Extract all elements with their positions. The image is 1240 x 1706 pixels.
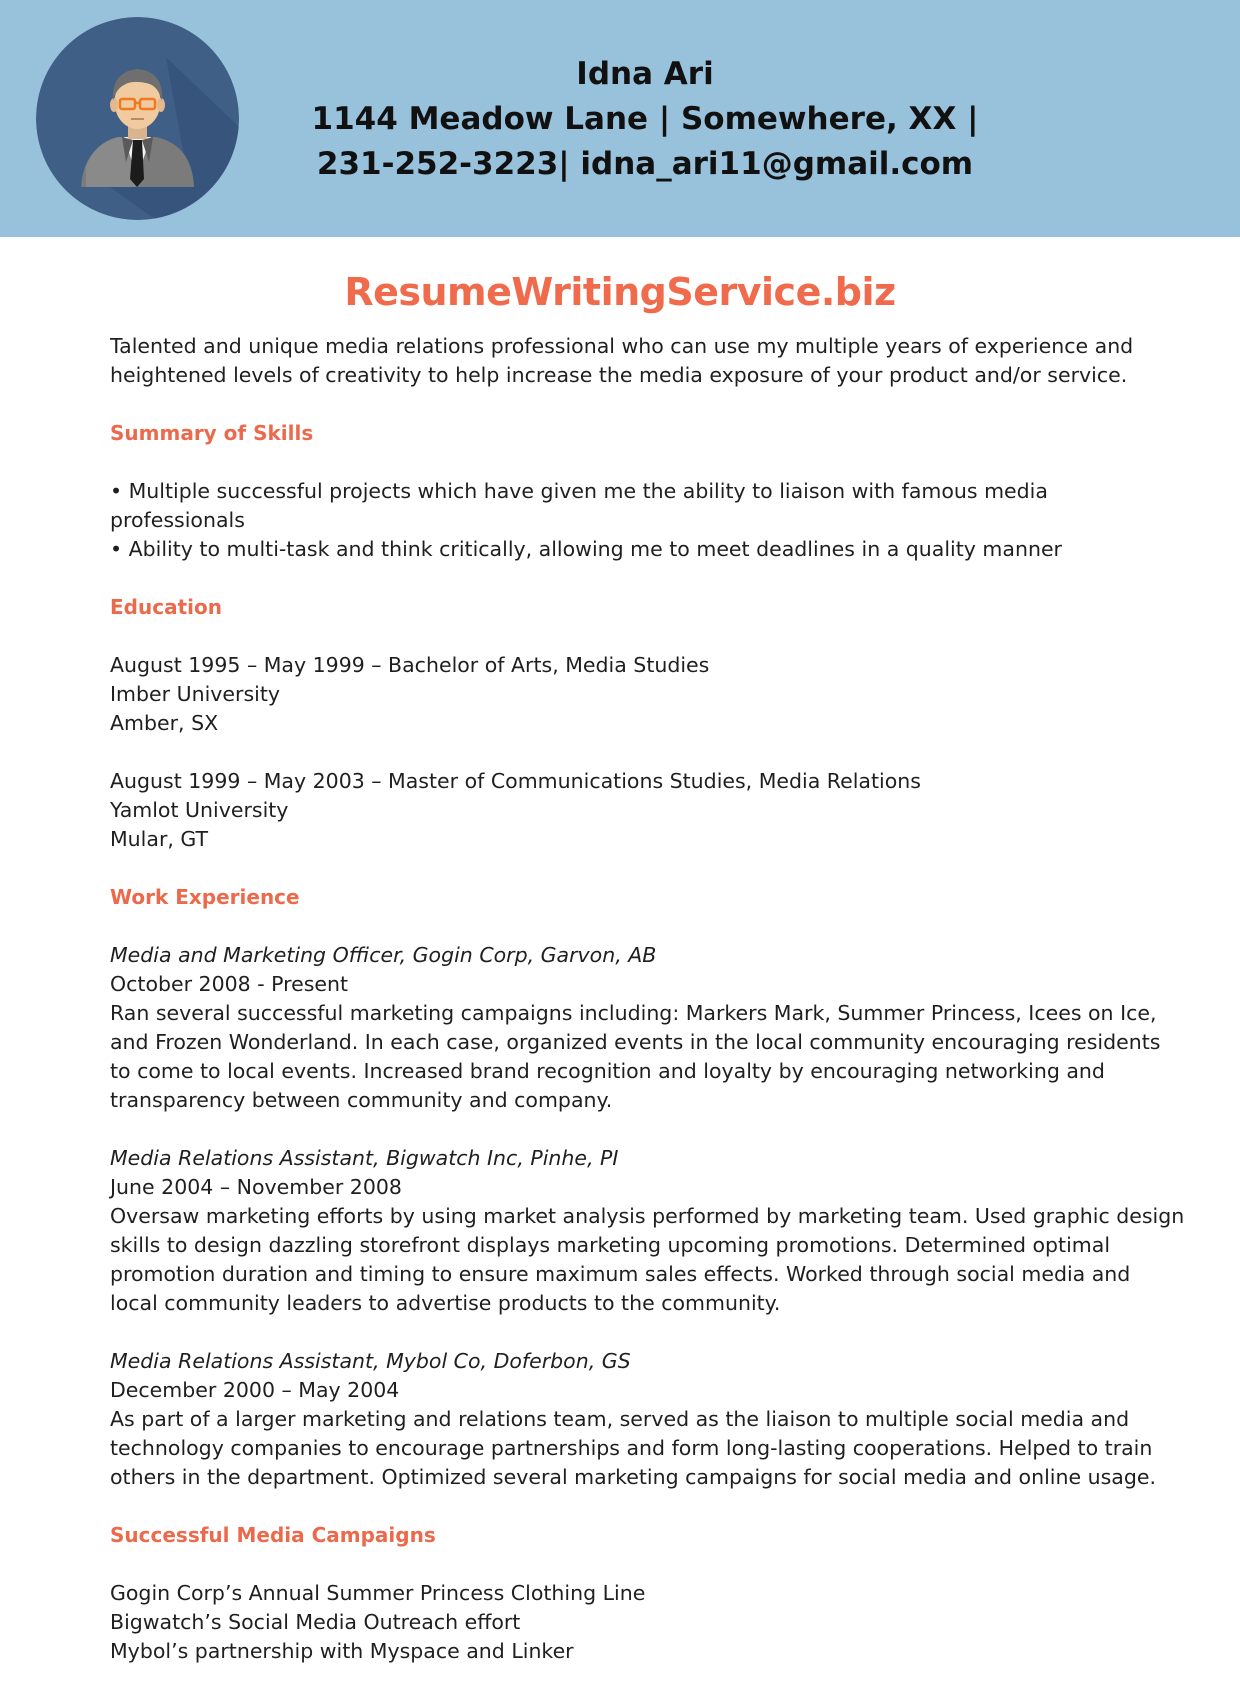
phone-email-line: 231-252-3223| idna_ari11@gmail.com	[316, 146, 974, 182]
job-description-line: transparency between community and company.	[110, 1088, 613, 1112]
job-description-line: and Frozen Wonderland. In each case, organized events in the local community encouraging residents	[110, 1030, 1161, 1054]
job-dates: October 2008 - Present	[110, 972, 349, 996]
campaign-item: Bigwatch’s Social Media Outreach effort	[110, 1610, 521, 1634]
spacer	[110, 1115, 1160, 1144]
job-description-line: to come to local events. Increased brand recognition and loyalty by encouraging networking and	[110, 1059, 1105, 1083]
education-heading: Education	[110, 595, 222, 619]
job-dates: June 2004 – November 2008	[110, 1175, 402, 1199]
job-title: Media and Marketing Officer, Gogin Corp, Garvon, AB	[110, 943, 657, 967]
job-description-line: local community leaders to advertise products to the community.	[110, 1291, 781, 1315]
skills-heading: Summary of Skills	[110, 421, 314, 445]
degree-line: August 1999 – May 2003 – Master of Communications Studies, Media Relations	[110, 769, 921, 793]
job-description-line: As part of a larger marketing and relations team, served as the liaison to multiple social media and	[110, 1407, 1130, 1431]
skill-item: • Ability to multi-task and think critically, allowing me to meet deadlines in a quality manner	[110, 537, 1062, 561]
job-title: Media Relations Assistant, Mybol Co, Doferbon, GS	[110, 1349, 631, 1373]
summary-line: Talented and unique media relations professional who can use my multiple years of experience and	[110, 334, 1134, 358]
job-description-line: others in the department. Optimized several marketing campaigns for social media and online usage.	[110, 1465, 1156, 1489]
job-description-line: Oversaw marketing efforts by using market analysis performed by marketing team. Used graphic design	[110, 1204, 1185, 1228]
skill-item: • Multiple successful projects which have given me the ability to liaison with famous media	[110, 479, 1048, 503]
header-band	[0, 0, 1240, 237]
job-description-line: technology companies to encourage partnerships and form long-lasting cooperations. Helped to train	[110, 1436, 1153, 1460]
spacer	[110, 738, 1160, 767]
job-description-line: Ran several successful marketing campaigns including: Markers Mark, Summer Princess, Icees on Ice,	[110, 1001, 1157, 1025]
skill-item: professionals	[110, 508, 245, 532]
campaign-item: Gogin Corp’s Annual Summer Princess Clothing Line	[110, 1581, 646, 1605]
campaigns-heading: Successful Media Campaigns	[110, 1523, 436, 1547]
address-line: 1144 Meadow Lane | Somewhere, XX |	[311, 101, 979, 137]
school-location: Amber, SX	[110, 711, 219, 735]
contact-block	[300, 52, 990, 187]
job-dates: December 2000 – May 2004	[110, 1378, 400, 1402]
work-heading: Work Experience	[110, 885, 300, 909]
resume-body	[110, 332, 1185, 1666]
job-description-line: skills to design dazzling storefront displays marketing upcoming promotions. Determined optimal	[110, 1233, 1111, 1257]
campaign-item: Mybol’s partnership with Myspace and Linker	[110, 1639, 574, 1663]
degree-line: August 1995 – May 1999 – Bachelor of Arts, Media Studies	[110, 653, 710, 677]
brand-title: ResumeWritingService.biz	[344, 270, 896, 314]
businessman-avatar-icon	[36, 17, 239, 220]
job-title: Media Relations Assistant, Bigwatch Inc, Pinhe, PI	[110, 1146, 619, 1170]
school-name: Yamlot University	[110, 798, 289, 822]
school-location: Mular, GT	[110, 827, 209, 851]
candidate-name: Idna Ari	[576, 56, 714, 92]
job-description-line: promotion duration and timing to ensure maximum sales effects. Worked through social media and	[110, 1262, 1131, 1286]
spacer	[110, 1318, 1160, 1347]
school-name: Imber University	[110, 682, 280, 706]
summary-line: heightened levels of creativity to help increase the media exposure of your product and/or service.	[110, 363, 1128, 387]
